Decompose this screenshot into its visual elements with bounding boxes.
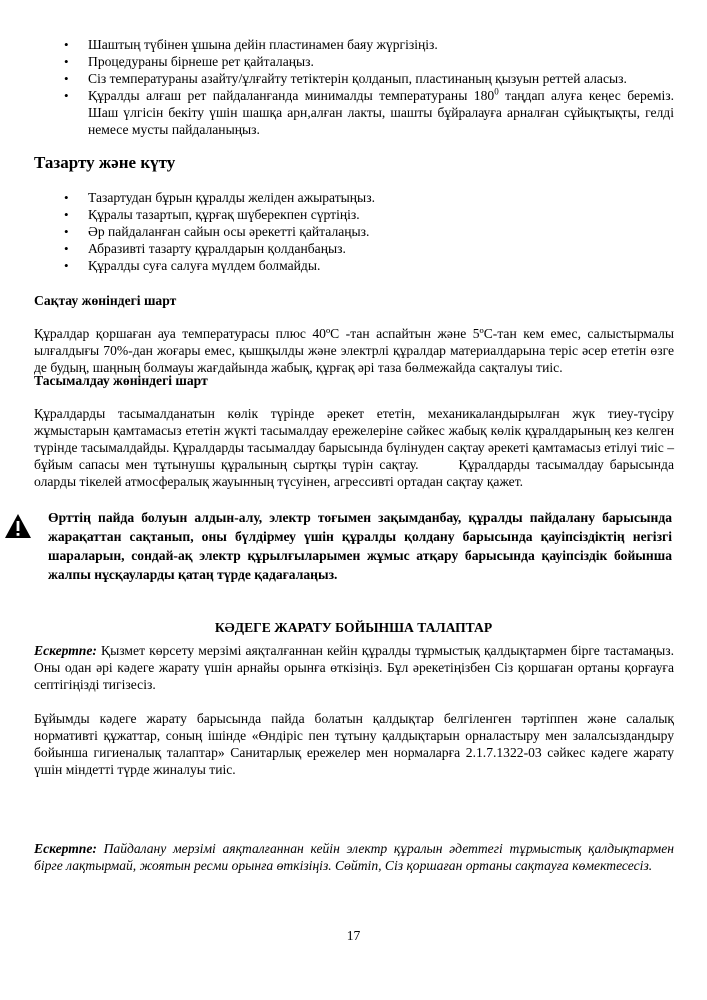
list-item: • Әр пайдаланған сайын осы әрекетті қайталаңыз.	[64, 223, 674, 240]
transport-text: Құралдарды тасымалданатын көлік түрінде әрекет ететін, механикаландырылған жүк тиеу-түсіру жұмыстарын қамтамасыз ететін жүкті тасымалдау ережелеріне сәйкес жабық көлік құралдарының кез келген түрінде тасымалдайды. Құралдарды тасымалдау барысында бүлінуден сақтау әрекеті қамтамасыз етілуі тиіс – бұйым сапасы мен тұтынушы құралының сыртқы түрін сақтау.	[34, 406, 674, 472]
cleaning-list	[64, 189, 674, 274]
list-item: • Құралы тазартып, құрғақ шүберекпен сүртіңіз.	[64, 206, 674, 223]
disposal-note-2	[34, 840, 674, 874]
usage-steps-list	[64, 36, 674, 138]
transport-heading: Тасымалдау жөніндегі шарт	[34, 373, 208, 388]
page-number: 17	[346, 928, 361, 943]
list-item-text: таңдап алуға кеңес береміз. Шаш үлгісін бекіту үшін шашқа арн,алған лакты, шашты бұйралауға арналған сұйықтықты, гелді немесе мусты пайдаланыңыз.	[88, 88, 675, 137]
list-item: • Сіз температураны азайту/ұлғайту тетіктерін қолданып, пластинаның қызуын реттей аласыз.	[64, 70, 674, 87]
list-item-text: Құралды алғаш рет пайдаланғанда минималды температураны 180	[88, 88, 495, 103]
list-item: • Абразивті тазарту құралдарын қолданбаңыз.	[64, 240, 674, 257]
cleaning-heading: Тазарту және күту	[34, 153, 176, 172]
list-item: • Шаштың түбінен ұшына дейін пластинамен баяу жүргізіңіз.	[64, 36, 674, 53]
degree-superscript: 0	[494, 86, 499, 97]
list-item	[64, 87, 674, 138]
safety-warning: Өрттің пайда болуын алдын-алу, электр тоғымен зақымданбау, құралды пайдалану барысында жарақаттан сақтанып, оны бүлдірмеу үшін құралды қолдану барысында қауіпсіздіктің негізгі шараларын, сондай-ақ электр құрылғыларымен жұмыс атқару барысында қауіпсіздік бойынша жалпы нұсқауларды қатаң түрде қадағалаңыз.	[48, 510, 672, 582]
storage-paragraph: Құралдар қоршаған ауа температурасы плюс 40ºС -тан аспайтын және 5ºС-тан кем емес, салыстырмалы ылғалдығы 70%-дан жоғары емес, қышқылды және электрлі құралдар материалдарына теріс әсер ететін өзге де будың, шаңның болмауы жағдайында жабық, құрғақ әрі таза бөлмежайда сақталуы тиіс.	[34, 326, 674, 375]
warning-triangle-icon	[4, 512, 32, 540]
disposal-paragraph: Бұйымды кәдеге жарату барысында пайда болатын қалдықтар белгіленген тәртіппен және салалық нормативті құжаттар, соның ішінде «Өндіріс пен тұтыну қалдықтарын орналастыру мен залалсыздандыру бойынша гигиеналық талаптар» Санитарлық ережелер мен нормаларға 2.1.7.1322-03 сәйкес кәдеге жарату үшін міндетті түрде жиналуы тиіс.	[34, 711, 674, 777]
note-text: Қызмет көрсету мерзімі аяқталғаннан кейін құралды тұрмыстық қалдықтармен бірге тастамаңыз. Оны одан әрі кәдеге жарату үшін арнайы орынға өткізіңіз. Бұл әрекетіңізбен Сіз қоршаған ортаны қорғауға септігіңізді тигізесіз.	[34, 643, 674, 692]
list-item: • Тазартудан бұрын құралды желіден ажыратыңыз.	[64, 189, 674, 206]
transport-text: Құралдарды тасымалдау барысында оларды тікелей атмосфералық жауынның түсуінен, агрессивті ортадан сақтау қажет.	[34, 457, 675, 489]
list-item: • Құралды суға салуға мүлдем болмайды.	[64, 257, 674, 274]
list-item: • Процедураны бірнеше рет қайталаңыз.	[64, 53, 674, 70]
transport-paragraph	[34, 405, 674, 490]
note-label: Ескертпе:	[34, 841, 97, 856]
note-label: Ескертпе:	[34, 643, 97, 658]
note-text: Пайдалану мерзімі аяқталғаннан кейін электр құралын әдеттегі тұрмыстық қалдықтармен бірге лақтырмай, жоятын ресми орынға өткізіңіз. Сөйтіп, Сіз қоршаған ортаны сақтауға көмектесесіз.	[34, 841, 674, 873]
disposal-note	[34, 642, 674, 693]
storage-heading: Сақтау жөніндегі шарт	[34, 293, 177, 308]
disposal-title: КӘДЕГЕ ЖАРАТУ БОЙЫНША ТАЛАПТАР	[214, 620, 493, 635]
